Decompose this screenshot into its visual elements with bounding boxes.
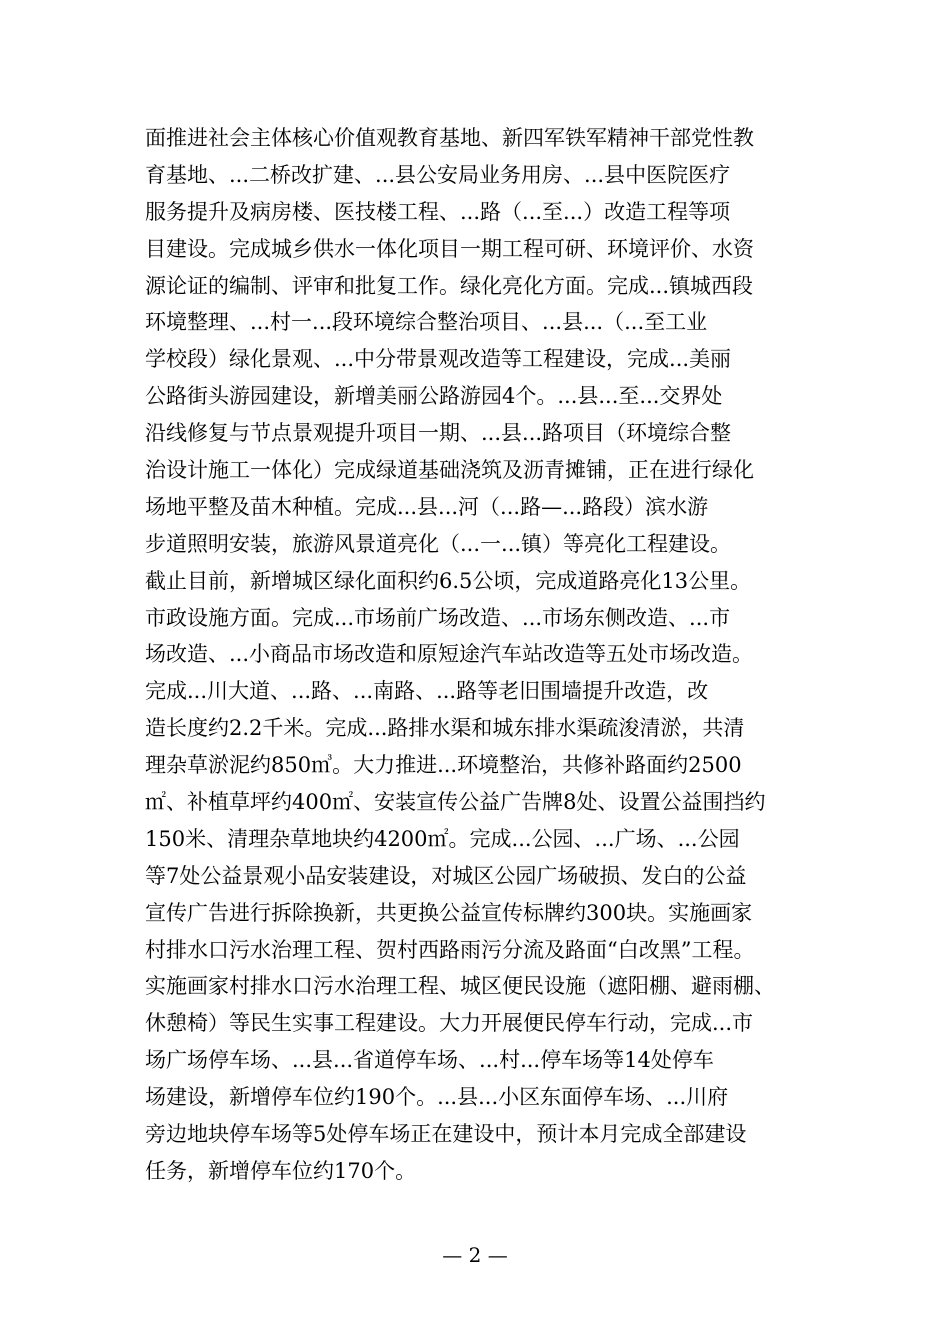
text-line: 场地平整及苗木种植。完成...县...河（...路—...路段）滨水游	[145, 494, 709, 519]
text-line: 环境整理、...村一...段环境综合整治项目、...县...（...至工业	[145, 310, 708, 335]
text-line: 实施画家村排水口污水治理工程、城区便民设施（遮阳棚、避雨棚、	[145, 974, 775, 999]
text-line: 造长度约2.2千米。完成...路排水渠和城东排水渠疏浚清淤，共清	[145, 716, 745, 741]
text-line: 场广场停车场、...县...省道停车场、...村...停车场等14处停车	[145, 1048, 714, 1073]
text-line: 目建设。完成城乡供水一体化项目一期工程可研、环境评价、水资	[145, 236, 754, 261]
text-line: 服务提升及病房楼、医技楼工程、...路（...至...）改造工程等项	[145, 199, 731, 224]
text-line: 步道照明安装，旅游风景道亮化（...一...镇）等亮化工程建设。	[145, 531, 732, 556]
text-line: 面推进社会主体核心价值观教育基地、新四军铁军精神干部党性教	[145, 126, 754, 150]
text-line: 截止目前，新增城区绿化面积约6.5公顷，完成道路亮化13公里。	[145, 568, 752, 593]
text-line: 治设计施工一体化）完成绿道基础浇筑及沥青摊铺，正在进行绿化	[145, 458, 754, 483]
text-line: 旁边地块停车场等5处停车场正在建设中，预计本月完成全部建设	[145, 1122, 747, 1147]
text-line: 场改造、...小商品市场改造和原短途汽车站改造等五处市场改造。	[145, 642, 754, 667]
text-line: 150米、清理杂草地块约4200㎡。完成...公园、...广场、...公园	[145, 826, 740, 851]
text-line: ㎡、补植草坪约400㎡、安装宣传公益广告牌8处、设置公益围挡约	[145, 790, 766, 815]
text-line: 场建设，新增停车位约190个。...县...小区东面停车场、...川府	[145, 1085, 729, 1110]
text-line: 理杂草淤泥约850㎥。大力推进...环境整治，共修补路面约2500	[145, 753, 742, 778]
text-line: 市政设施方面。完成...市场前广场改造、...市场东侧改造、...市	[145, 605, 731, 630]
text-line: 村排水口污水治理工程、贺村西路雨污分流及路面“白改黑”工程。	[145, 937, 755, 962]
text-line: 等7处公益景观小品安装建设，对城区公园广场破损、发白的公益	[145, 863, 747, 888]
text-line: 源论证的编制、评审和批复工作。绿化亮化方面。完成...镇城西段	[145, 273, 754, 298]
text-line: 公路街头游园建设，新增美丽公路游园4个。...县...至...交界处	[145, 384, 723, 409]
text-line: 育基地、...二桥改扩建、...县公安局业务用房、...县中医院医疗	[145, 162, 731, 187]
text-line: 任务，新增停车位约170个。	[145, 1158, 417, 1183]
body-text	[145, 120, 810, 1190]
text-line: 沿线修复与节点景观提升项目一期、...县...路项目（环境综合整	[145, 421, 732, 446]
text-line: 学校段）绿化景观、...中分带景观改造等工程建设，完成...美丽	[145, 347, 732, 372]
page-number: — 2 —	[442, 1243, 508, 1267]
text-line: 完成...川大道、...路、...南路、...路等老旧围墙提升改造，改	[145, 679, 709, 704]
text-line: 休憩椅）等民生实事工程建设。大力开展便民停车行动，完成...市	[145, 1011, 754, 1036]
text-line: 宣传广告进行拆除换新，共更换公益宣传标牌约300块。实施画家	[145, 900, 753, 925]
